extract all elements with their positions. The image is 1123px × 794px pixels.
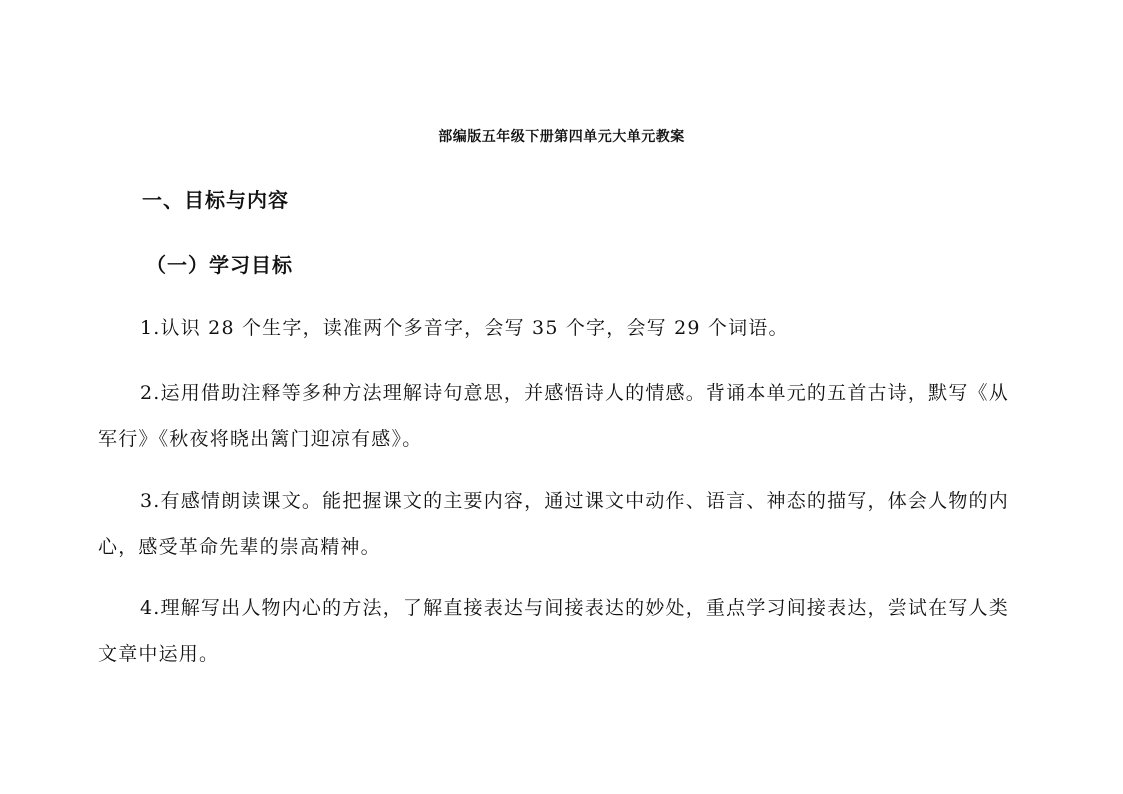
- objective-paragraph-2: [98, 370, 1028, 462]
- objective-paragraph-1: [98, 305, 1028, 351]
- objective-text-2: 2.运用借助注释等多种方法理解诗句意思，并感悟诗人的情感。背诵本单元的五首古诗，默写《从军行》《秋夜将晓出篱门迎凉有感》。: [98, 382, 1009, 450]
- objective-paragraph-3: [98, 478, 1028, 570]
- objective-text-3: 3.有感情朗读课文。能把握课文的主要内容，通过课文中动作、语言、神态的描写，体会人物的内心，感受革命先辈的崇高精神。: [98, 490, 1009, 558]
- objective-paragraph-4: [98, 585, 1028, 677]
- subsection-heading: （一）学习目标: [146, 253, 293, 277]
- objective-text-1: 1.认识 28 个生字，读准两个多音字，会写 35 个字，会写 29 个词语。: [140, 317, 789, 339]
- objective-text-4: 4.理解写出人物内心的方法，了解直接表达与间接表达的妙处，重点学习间接表达，尝试在写人类文章中运用。: [98, 597, 1009, 665]
- section-heading: 一、目标与内容: [142, 188, 289, 212]
- document-title: 部编版五年级下册第四单元大单元教案: [438, 129, 685, 145]
